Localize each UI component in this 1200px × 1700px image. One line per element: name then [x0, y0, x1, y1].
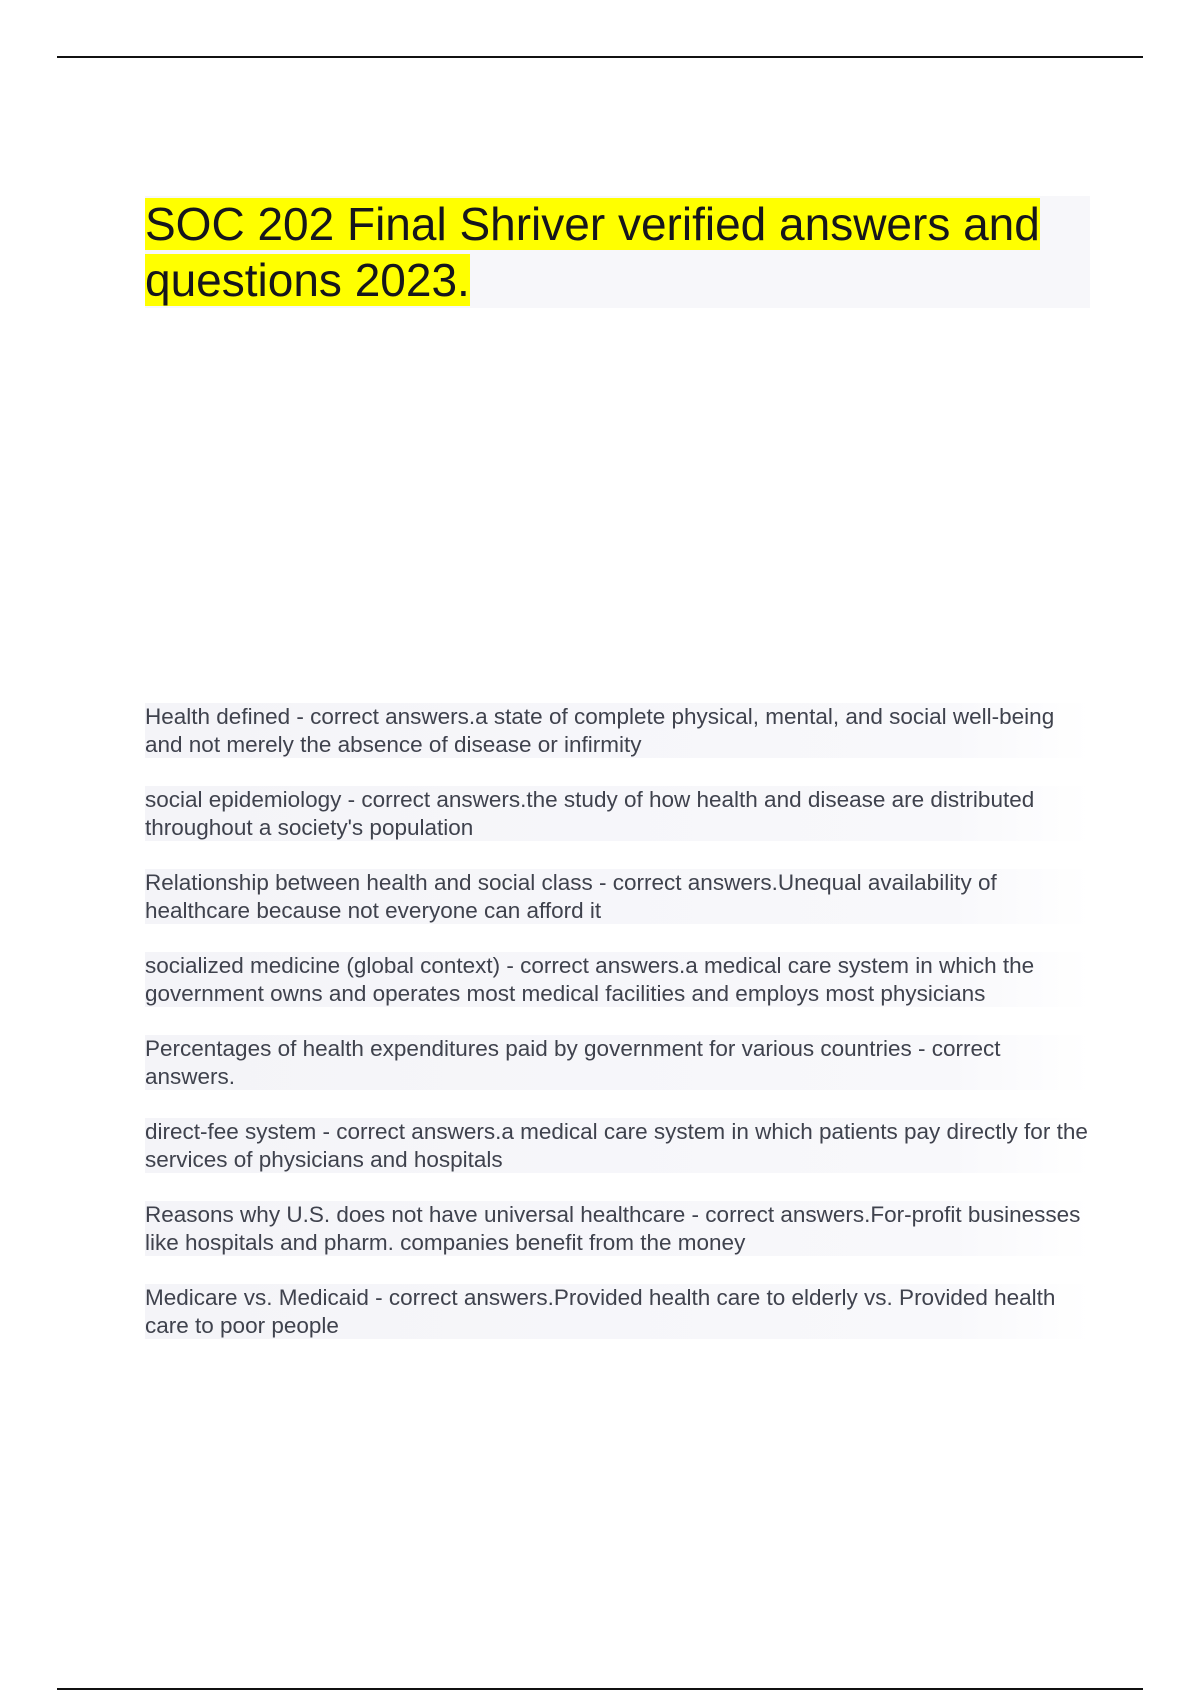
header-rule	[57, 56, 1143, 58]
qa-entry-universal-healthcare: Reasons why U.S. does not have universal healthcare - correct answers.For-profit businesses like hospitals and pharm. companies benefit from the money	[145, 1201, 1090, 1256]
title-block	[145, 196, 1090, 308]
qa-list	[145, 703, 1090, 1367]
qa-entry-health-expenditures: Percentages of health expenditures paid by government for various countries - correct answers.	[145, 1035, 1090, 1090]
qa-entry-direct-fee-system: direct-fee system - correct answers.a medical care system in which patients pay directly for the services of physicians and hospitals	[145, 1118, 1090, 1173]
qa-entry-socialized-medicine: socialized medicine (global context) - correct answers.a medical care system in which the government owns and operates most medical facilities and employs most physicians	[145, 952, 1090, 1007]
qa-entry-health-defined: Health defined - correct answers.a state of complete physical, mental, and social well-being and not merely the absence of disease or infirmity	[145, 703, 1090, 758]
footer-rule	[57, 1688, 1143, 1690]
title-highlight: SOC 202 Final Shriver verified answers and questions 2023.	[145, 198, 1040, 306]
qa-entry-social-epidemiology: social epidemiology - correct answers.the study of how health and disease are distributed throughout a society's population	[145, 786, 1090, 841]
document-title	[145, 196, 1090, 308]
qa-entry-medicare-medicaid: Medicare vs. Medicaid - correct answers.Provided health care to elderly vs. Provided health care to poor people	[145, 1284, 1090, 1339]
qa-entry-health-social-class: Relationship between health and social class - correct answers.Unequal availability of healthcare because not everyone can afford it	[145, 869, 1090, 924]
